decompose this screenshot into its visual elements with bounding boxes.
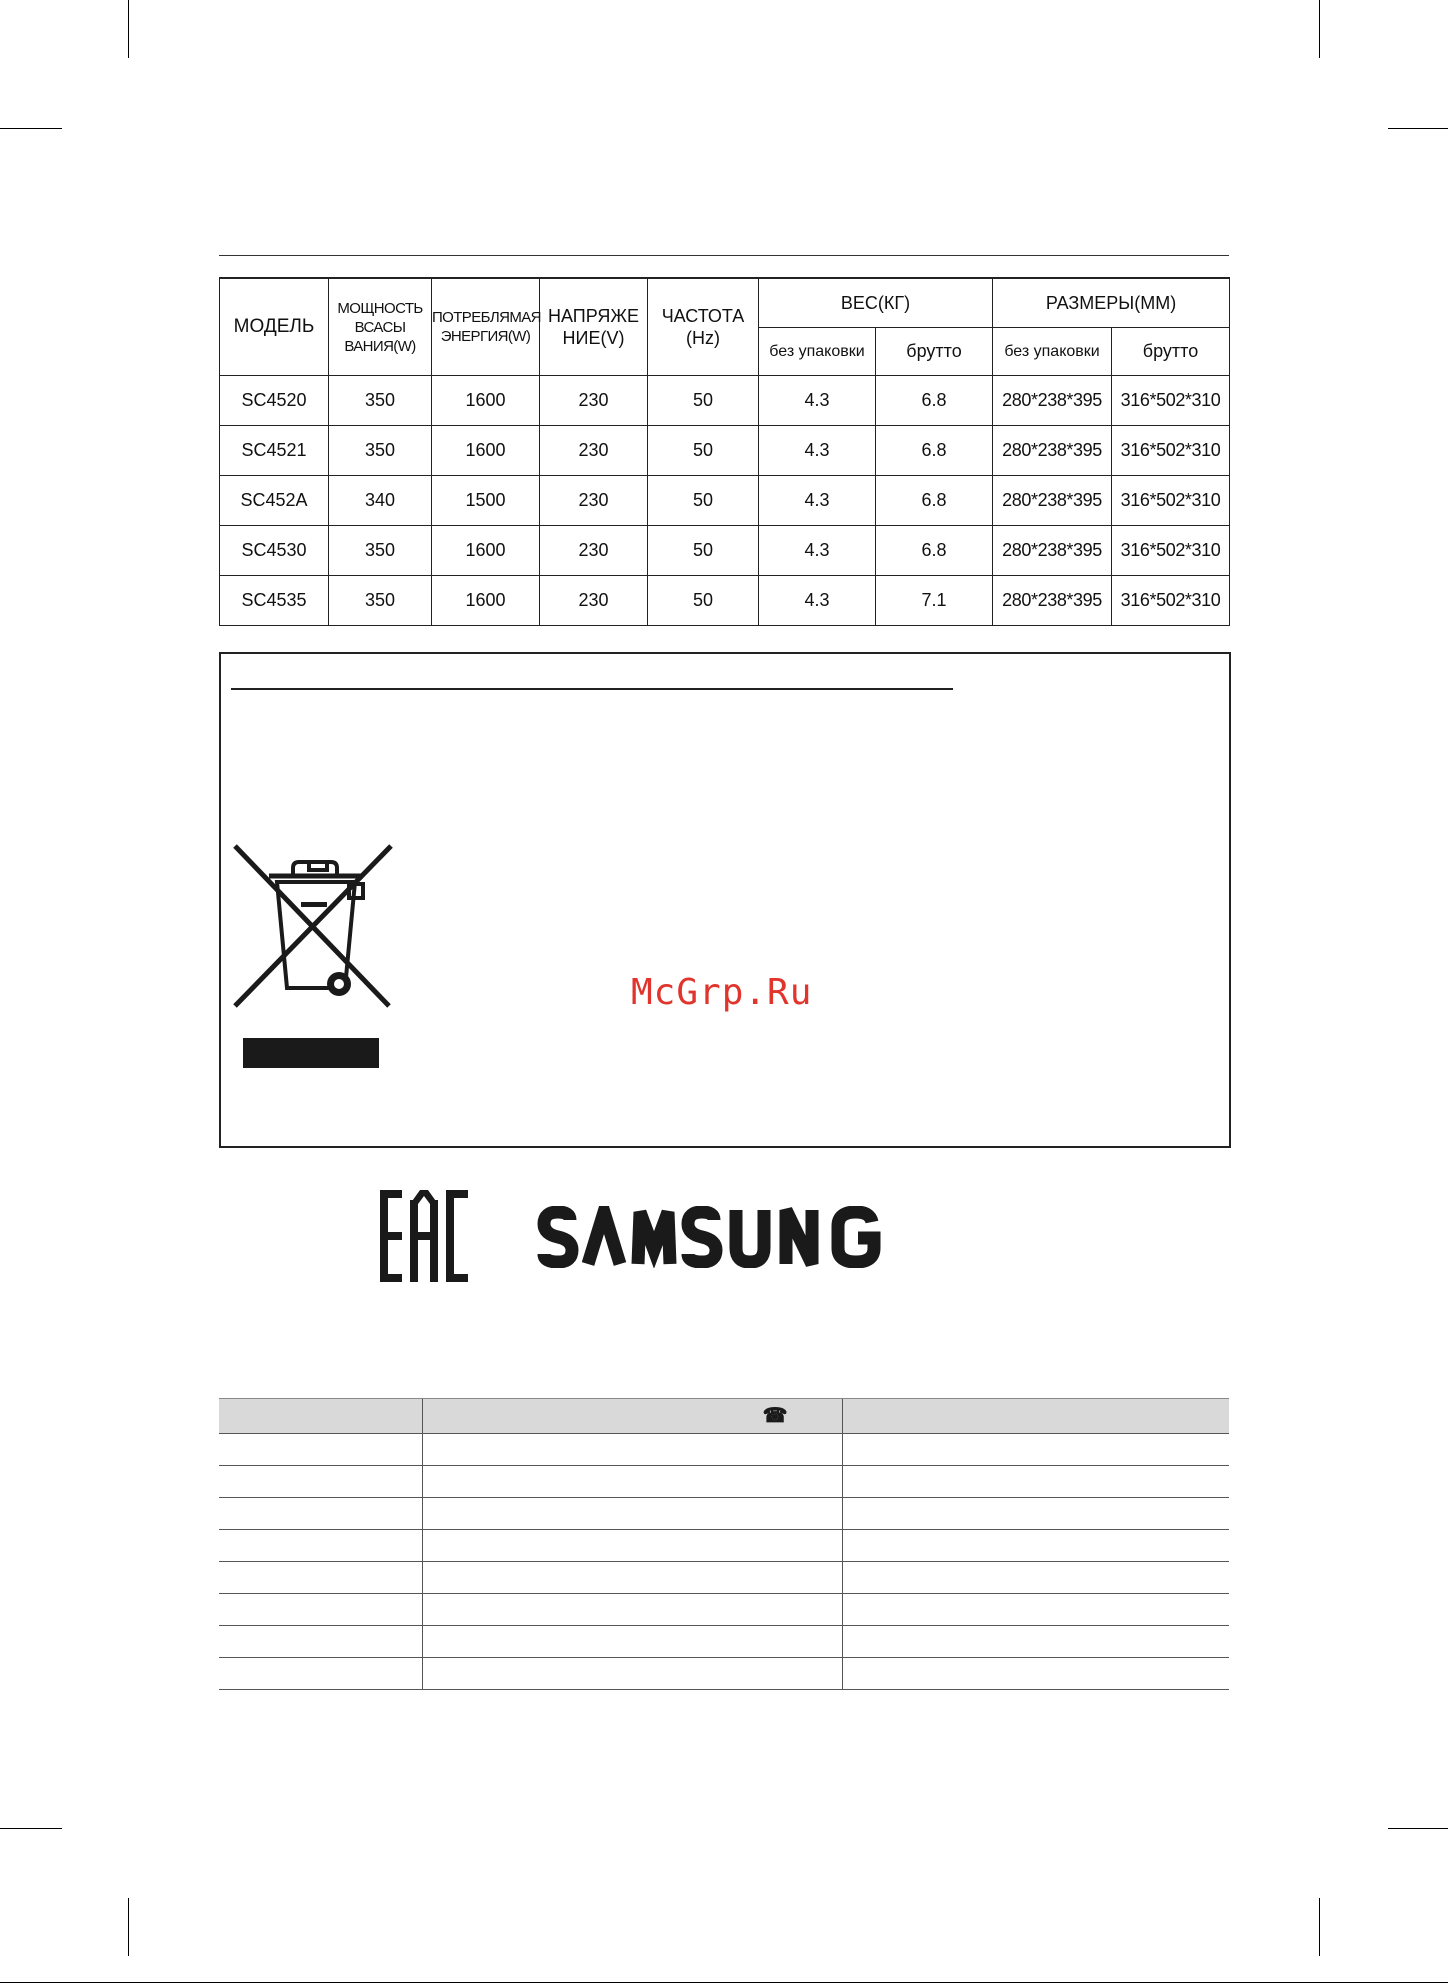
cell-voltage: 230	[540, 476, 648, 526]
contact-header-cell-2	[422, 1399, 842, 1434]
contact-cell	[219, 1658, 422, 1690]
contact-cell	[842, 1594, 1229, 1626]
cell-weight-gross: 6.8	[876, 376, 993, 426]
disposal-info-box	[219, 652, 1231, 1148]
cell-weight-gross: 7.1	[876, 576, 993, 626]
table-row	[220, 526, 1230, 576]
telephone-icon: ☎	[762, 1405, 788, 1427]
header-power-line-2: ЭНЕРГИЯ(W)	[440, 328, 531, 345]
table-row	[219, 1594, 1229, 1626]
crop-mark-top-right-h	[1388, 128, 1448, 129]
cell-dim-gross: 316*502*310	[1112, 526, 1230, 576]
cell-weight-net: 4.3	[759, 476, 876, 526]
table-row	[219, 1626, 1229, 1658]
section-top-rule	[219, 255, 1229, 256]
service-contact-table	[219, 1398, 1229, 1690]
contact-cell	[842, 1530, 1229, 1562]
header-frequency	[648, 278, 759, 376]
table-row	[219, 1562, 1229, 1594]
cell-frequency: 50	[648, 476, 759, 526]
table-row	[219, 1498, 1229, 1530]
cell-weight-net: 4.3	[759, 426, 876, 476]
cell-power: 1500	[432, 476, 540, 526]
crop-mark-bottom-right-h	[1388, 1828, 1448, 1829]
info-box-title-rule	[231, 688, 953, 690]
crop-mark-bottom-right-v	[1319, 1898, 1320, 1956]
cell-suction: 350	[329, 526, 432, 576]
cell-frequency: 50	[648, 576, 759, 626]
cell-suction: 350	[329, 576, 432, 626]
cell-voltage: 230	[540, 376, 648, 426]
cell-power: 1600	[432, 426, 540, 476]
cell-model: SC4521	[220, 426, 329, 476]
header-model: МОДЕЛЬ	[220, 278, 329, 376]
bin-marking-bar	[243, 1038, 379, 1068]
table-row	[219, 1434, 1229, 1466]
cell-power: 1600	[432, 576, 540, 626]
contact-cell	[219, 1466, 422, 1498]
header-suction-power	[329, 278, 432, 376]
cell-voltage: 230	[540, 576, 648, 626]
cell-suction: 350	[329, 376, 432, 426]
cell-dim-net: 280*238*395	[993, 526, 1112, 576]
table-row	[220, 576, 1230, 626]
header-voltage-line-2: НИЕ(V)	[562, 328, 625, 348]
cell-dim-net: 280*238*395	[993, 576, 1112, 626]
cell-weight-net: 4.3	[759, 526, 876, 576]
cell-weight-net: 4.3	[759, 576, 876, 626]
header-voltage	[540, 278, 648, 376]
watermark-text: McGrp.Ru	[631, 972, 813, 1013]
cell-dim-gross: 316*502*310	[1112, 426, 1230, 476]
samsung-logo	[536, 1206, 910, 1273]
cell-suction: 350	[329, 426, 432, 476]
contact-cell	[219, 1530, 422, 1562]
contact-cell	[422, 1530, 842, 1562]
header-suction-line-3: ВАНИЯ(W)	[344, 337, 416, 355]
table-row	[219, 1530, 1229, 1562]
page-bottom-edge	[0, 1982, 1448, 1983]
crop-mark-top-left-v	[128, 0, 129, 58]
header-power-consumption	[432, 278, 540, 376]
contact-cell	[842, 1626, 1229, 1658]
table-row	[220, 426, 1230, 476]
spec-header-row	[220, 278, 1230, 328]
contact-cell	[219, 1626, 422, 1658]
cell-suction: 340	[329, 476, 432, 526]
header-voltage-line-1: НАПРЯЖЕ	[548, 306, 639, 326]
cell-frequency: 50	[648, 426, 759, 476]
cell-frequency: 50	[648, 526, 759, 576]
contact-cell	[422, 1562, 842, 1594]
cell-weight-gross: 6.8	[876, 426, 993, 476]
header-dim-gross: брутто	[1112, 328, 1230, 376]
contact-cell	[842, 1562, 1229, 1594]
contact-cell	[219, 1434, 422, 1466]
contact-cell	[422, 1466, 842, 1498]
eac-logo	[380, 1190, 468, 1287]
header-suction-line-1: МОЩНОСТЬ	[337, 299, 423, 317]
cell-voltage: 230	[540, 526, 648, 576]
header-frequency-line-2: (Hz)	[686, 328, 720, 348]
cell-power: 1600	[432, 376, 540, 426]
table-row	[219, 1658, 1229, 1690]
contact-cell	[842, 1466, 1229, 1498]
header-power-line-1: ПОТРЕБЛЯМАЯ	[432, 309, 541, 326]
crop-mark-top-left-h	[0, 128, 62, 129]
contact-header-cell-3	[842, 1399, 1229, 1434]
crop-mark-bottom-left-v	[128, 1898, 129, 1956]
header-frequency-line-1: ЧАСТОТА	[661, 306, 745, 326]
table-row	[220, 476, 1230, 526]
header-weight-net: без упаковки	[759, 328, 876, 376]
contact-cell	[422, 1658, 842, 1690]
cell-model: SC4520	[220, 376, 329, 426]
contact-header-row	[219, 1399, 1229, 1434]
contact-cell	[422, 1626, 842, 1658]
cell-frequency: 50	[648, 376, 759, 426]
header-dim-net: без упаковки	[993, 328, 1112, 376]
header-weight: ВЕС(КГ)	[759, 278, 993, 328]
contact-header-cell-1	[219, 1399, 422, 1434]
cell-weight-gross: 6.8	[876, 526, 993, 576]
cell-weight-gross: 6.8	[876, 476, 993, 526]
header-dimensions: РАЗМЕРЫ(ММ)	[993, 278, 1230, 328]
cell-dim-gross: 316*502*310	[1112, 576, 1230, 626]
header-weight-gross: брутто	[876, 328, 993, 376]
cell-dim-net: 280*238*395	[993, 426, 1112, 476]
cell-model: SC452A	[220, 476, 329, 526]
contact-cell	[842, 1434, 1229, 1466]
cell-dim-net: 280*238*395	[993, 376, 1112, 426]
contact-cell	[422, 1498, 842, 1530]
crossed-out-wheeled-bin-icon	[231, 844, 395, 1013]
cell-power: 1600	[432, 526, 540, 576]
cell-dim-gross: 316*502*310	[1112, 376, 1230, 426]
crop-mark-bottom-left-h	[0, 1828, 62, 1829]
contact-cell	[219, 1562, 422, 1594]
table-row	[220, 376, 1230, 426]
contact-cell	[422, 1594, 842, 1626]
cell-voltage: 230	[540, 426, 648, 476]
crop-mark-top-right-v	[1319, 0, 1320, 58]
table-row	[219, 1466, 1229, 1498]
cell-model: SC4535	[220, 576, 329, 626]
cell-dim-gross: 316*502*310	[1112, 476, 1230, 526]
contact-cell	[842, 1498, 1229, 1530]
header-suction-line-2: ВСАСЫ	[354, 318, 406, 336]
cell-weight-net: 4.3	[759, 376, 876, 426]
contact-cell	[219, 1594, 422, 1626]
specifications-table	[219, 277, 1230, 626]
contact-cell	[219, 1498, 422, 1530]
cell-model: SC4530	[220, 526, 329, 576]
contact-cell	[842, 1658, 1229, 1690]
cell-dim-net: 280*238*395	[993, 476, 1112, 526]
contact-cell	[422, 1434, 842, 1466]
